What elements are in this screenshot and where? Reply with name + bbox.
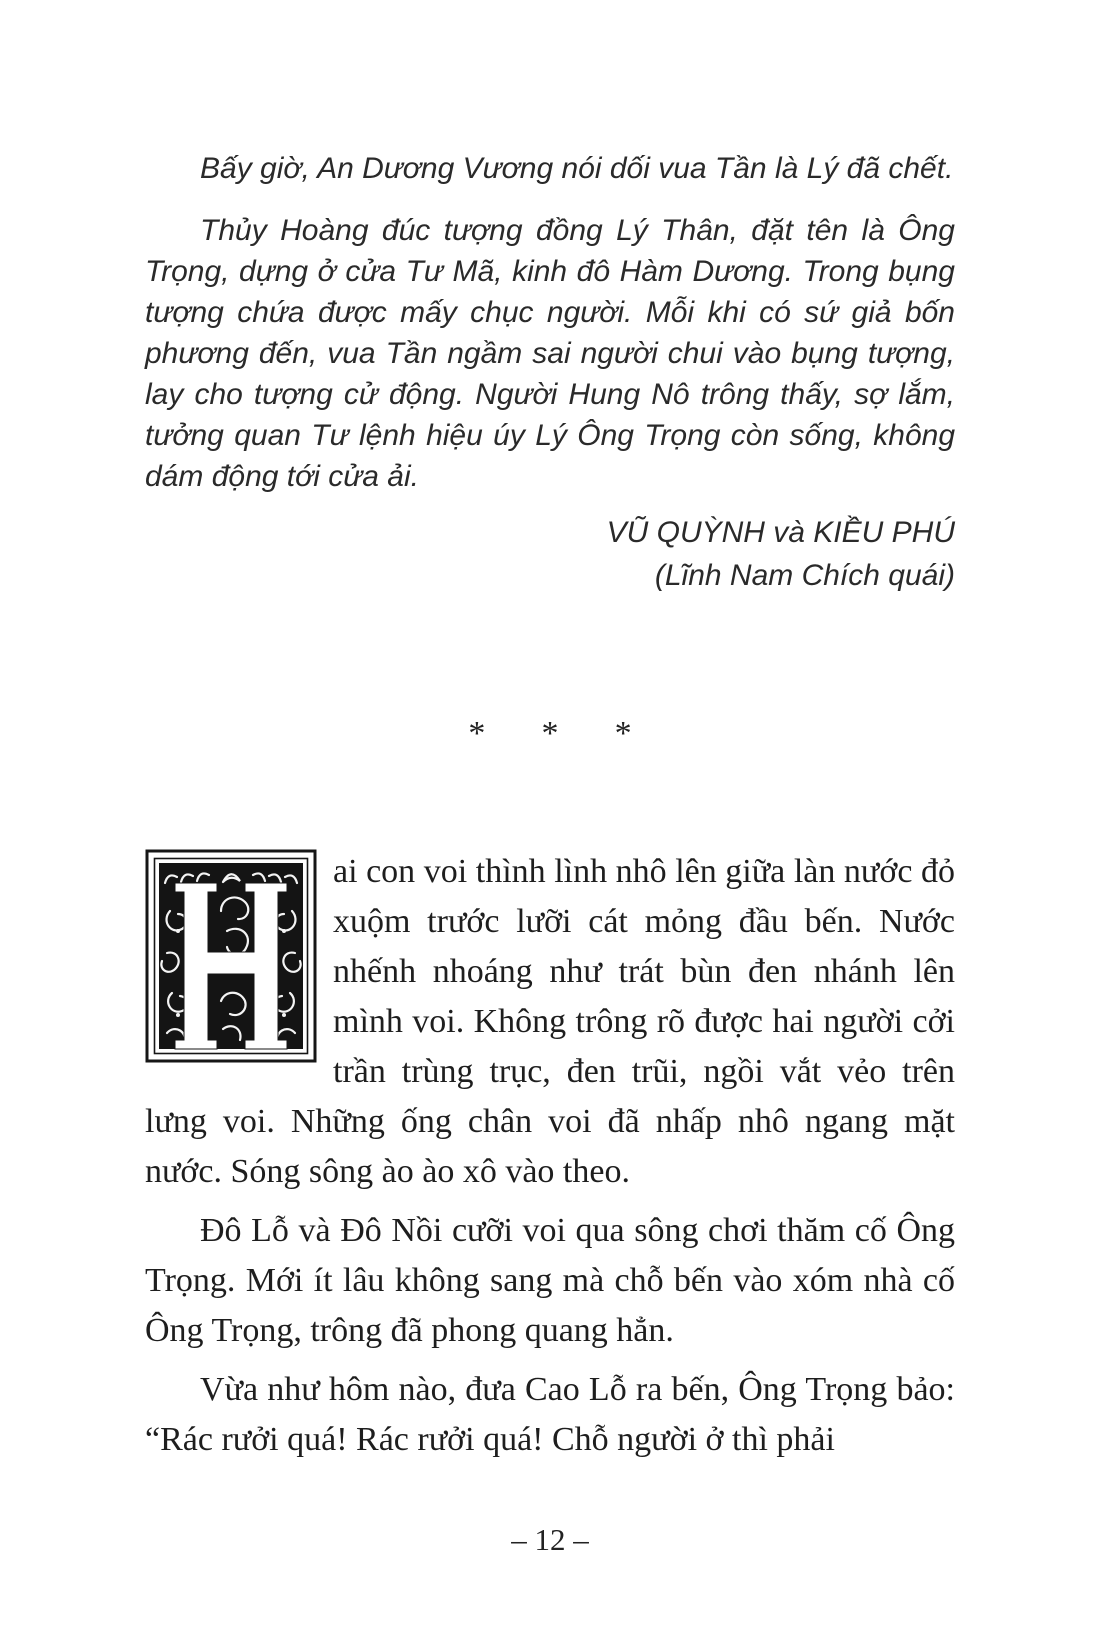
page-number: – 12 – — [511, 1522, 589, 1557]
ornate-drop-cap — [145, 849, 317, 1063]
body-paragraph — [145, 847, 955, 1197]
body-section — [145, 847, 955, 1465]
body-paragraph: Đô Lỗ và Đô Nồi cưỡi voi qua sông chơi thăm cố Ông Trọng. Mới ít lâu không sang mà chỗ bến vào xóm nhà cố Ông Trọng, trông đã phong quang hẳn. — [145, 1212, 955, 1349]
body-paragraph-text: ai con voi thình lình nhô lên giữa làn nước đỏ xuộm trước lưỡi cát mỏng đầu bến. Nước nhếnh nhoáng như trát bùn đen nhánh lên mình voi. Không trông rõ được hai người cởi trần trùng trục, đen trũi, ngồi vắt vẻo trên lưng voi. Những ống chân voi đã nhấp nhô ngang mặt nước. Sóng sông ào ào xô vào theo. — [145, 853, 955, 1190]
quote-paragraph: Thủy Hoàng đúc tượng đồng Lý Thân, đặt tên là Ông Trọng, dựng ở cửa Tư Mã, kinh đô Hàm Dương. Trong bụng tượng chứa được mấy chục người. Mỗi khi có sứ giả bốn phương đến, vua Tần ngầm sai người chui vào bụng tượng, lay cho tượng cử động. Người Hung Nô trông thấy, sợ lắm, tưởng quan Tư lệnh hiệu úy Lý Ông Trọng còn sống, không dám động tới cửa ải. — [145, 214, 955, 493]
quote-paragraph: Bấy giờ, An Dương Vương nói dối vua Tần là Lý đã chết. — [200, 152, 954, 185]
drop-cap-ornament-graphic — [145, 849, 317, 1063]
quote-attribution — [145, 511, 955, 597]
body-paragraph: Vừa như hôm nào, đưa Cao Lỗ ra bến, Ông Trọng bảo: “Rác rưởi quá! Rác rưởi quá! Chỗ người ở thì phải — [145, 1371, 955, 1458]
attribution-authors: VŨ QUỲNH và KIỀU PHÚ — [606, 516, 955, 549]
attribution-source: (Lĩnh Nam Chích quái) — [654, 559, 955, 592]
page-content — [145, 148, 955, 1465]
section-separator: * * * — [468, 715, 632, 752]
